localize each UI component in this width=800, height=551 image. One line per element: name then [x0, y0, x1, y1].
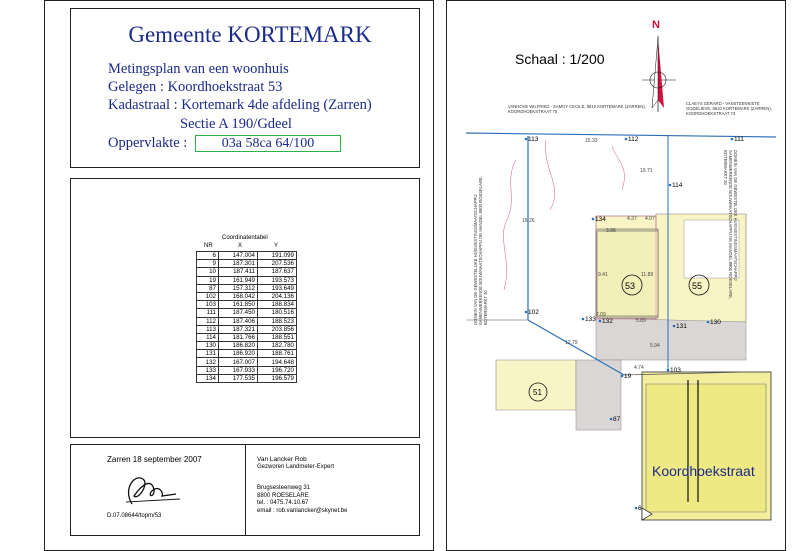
dimension-label: 4.37	[627, 216, 637, 222]
table-row	[197, 333, 297, 341]
table-row	[197, 350, 297, 358]
surveyor-title: Gezworen Landmeter-Expert	[257, 464, 335, 470]
table-row	[197, 325, 297, 333]
north-arrow	[642, 36, 676, 112]
table-cell: 147.004	[219, 252, 258, 260]
boundary-point-dot	[625, 138, 628, 141]
owner-top-right: CLAEYS GERARD - VANSTEENKISTE GODELIEVE, 8610 KORTEMARK (ZARREN), KOORDHOEKSTRAAT 73	[686, 101, 772, 116]
dimension-label: 15.26	[522, 218, 535, 224]
footer-divider	[245, 444, 246, 536]
north-label: N	[652, 19, 660, 31]
table-row	[197, 276, 297, 284]
table-cell: 10	[197, 268, 219, 276]
table-cell: 161.949	[219, 276, 258, 284]
table-cell: 9	[197, 260, 219, 268]
boundary-point-dot	[525, 138, 528, 141]
table-cell: 193.649	[258, 284, 297, 292]
coords-header-x: X	[238, 243, 243, 249]
table-cell: 157.312	[219, 284, 258, 292]
boundary-point-label: 87	[613, 416, 621, 423]
boundary-point-dot	[673, 325, 676, 328]
table-cell: 194.648	[258, 358, 297, 366]
table-cell: 187.406	[219, 317, 258, 325]
table-cell: 196.579	[258, 374, 297, 382]
table-cell: 131	[197, 350, 219, 358]
table-cell: 111	[197, 309, 219, 317]
location: Gelegen : Koordhoekstraat 53	[108, 79, 283, 95]
boundary-point-dot	[635, 507, 638, 510]
boundary-point-label: 130	[710, 319, 721, 326]
table-cell: 188.834	[258, 301, 297, 309]
dimension-label: 3.96	[606, 228, 616, 234]
table-cell: 6	[197, 252, 219, 260]
table-cell: 186.920	[219, 350, 258, 358]
dimension-label: 5.89	[636, 318, 646, 324]
page-title: Gemeente KORTEMARK	[128, 22, 372, 47]
table-row	[197, 358, 297, 366]
cadastral: Kadastraal : Kortemark 4de afdeling (Zarren)	[108, 97, 372, 113]
table-cell: 191.099	[258, 252, 297, 260]
table-row	[197, 292, 297, 300]
table-row	[197, 317, 297, 325]
table-cell: 167.933	[219, 366, 258, 374]
reference-number: D.07.08644/topm/53	[107, 513, 162, 519]
table-cell: 193.573	[258, 276, 297, 284]
table-cell: 196.720	[258, 366, 297, 374]
boundary-point-dot	[731, 138, 734, 141]
table-row	[197, 268, 297, 276]
table-cell: 102	[197, 292, 219, 300]
table-cell: 203.856	[258, 325, 297, 333]
table-cell: 187.321	[219, 325, 258, 333]
scale-label: Schaal : 1/200	[515, 51, 605, 67]
table-cell: 182.780	[258, 342, 297, 350]
table-cell: 181.766	[219, 333, 258, 341]
boundary-point-dot	[707, 321, 710, 324]
area-label: Oppervlakte :	[108, 135, 188, 151]
table-row	[197, 309, 297, 317]
parcel-55-label: 55	[692, 281, 703, 291]
boundary-point-label: 103	[670, 367, 681, 374]
table-cell: 134	[197, 374, 219, 382]
table-cell: 112	[197, 317, 219, 325]
table-row	[197, 252, 297, 260]
area-value: 03a 58ca 64/100	[195, 135, 341, 152]
place-date: Zarren 18 september 2007	[107, 455, 202, 464]
dimension-label: 2.09	[596, 312, 606, 318]
dimension-label: 11.89	[641, 272, 654, 278]
signature	[118, 466, 188, 508]
table-row	[197, 301, 297, 309]
table-row	[197, 374, 297, 382]
table-cell: 130	[197, 342, 219, 350]
boundary-point-dot	[592, 218, 595, 221]
coords-caption: Coordinatentabel	[222, 235, 268, 241]
owner-left: DOMEIN VAN DE GEWESTELIJKE HUISVESTINGSMAATSCHAPPIJ SAMENWERKENDE BOUWMAATSCHAPPIJ DE MANDEL 8800 ROESELARE, BOTERMARKT 30	[473, 176, 488, 325]
table-row	[197, 342, 297, 350]
dimension-label: 15.33	[585, 138, 598, 144]
boundary-point-dot	[667, 369, 670, 372]
boundary-point-label: 113	[528, 136, 539, 143]
dimension-label: 4.07	[645, 216, 655, 222]
table-cell: 186.820	[219, 342, 258, 350]
owner-top-left: VANHOVE WILFRIED - SAMOY CECILE, 8610 KORTEMARK (ZARREN), KOORDHOEKSTRAAT 75	[508, 104, 646, 114]
boundary-point-label: 6	[638, 505, 642, 512]
boundary-point-label: 19	[624, 373, 632, 380]
dimension-label: 5.94	[650, 343, 660, 349]
surveyor-address: Brugsesteenweg 31	[257, 485, 311, 491]
koordhoek-inner	[646, 384, 766, 512]
table-cell: 161.850	[219, 301, 258, 309]
grey-strip-bottom	[596, 318, 746, 360]
table-cell: 180.516	[258, 309, 297, 317]
table-cell: 114	[197, 333, 219, 341]
dimension-label: 9.41	[598, 272, 608, 278]
street-name: Koordhoekstraat	[652, 463, 755, 479]
table-cell: 132	[197, 358, 219, 366]
dimension-label: 12.79	[565, 340, 578, 346]
table-cell: 19	[197, 276, 219, 284]
table-cell: 113	[197, 325, 219, 333]
table-cell: 103	[197, 301, 219, 309]
boundary-point-dot	[621, 375, 624, 378]
boundary-point-label: 133	[585, 316, 596, 323]
surveyor-tel: tel. : 0475.74.10.67	[257, 500, 309, 506]
owner-right: DOMEIN VAN DE GEWESTELIJKE HUISVESTINGSMAATSCHAPPIJ SAMENWERKENDE BOUWMAATSCHAPPIJ DE MANDEL 8800 ROESELARE, BOTERMARKT 30	[723, 150, 738, 299]
table-cell: 204.136	[258, 292, 297, 300]
table-cell: 188.761	[258, 350, 297, 358]
table-cell: 207.536	[258, 260, 297, 268]
table-cell: 177.535	[219, 374, 258, 382]
parcel-51-label: 51	[533, 388, 542, 397]
coords-header-nr: NR	[204, 243, 213, 249]
table-cell: 187.411	[219, 268, 258, 276]
boundary-point-label: 134	[595, 216, 606, 223]
dimension-label: 19.71	[640, 168, 653, 174]
parcel-51-area	[496, 360, 576, 410]
table-cell: 133	[197, 366, 219, 374]
table-cell: 187.637	[258, 268, 297, 276]
plan-type: Metingsplan van een woonhuis	[108, 61, 289, 77]
boundary-point-dot	[610, 418, 613, 421]
table-cell: 167.007	[219, 358, 258, 366]
table-cell: 188.523	[258, 317, 297, 325]
table-cell: 187.301	[219, 260, 258, 268]
boundary-point-label: 132	[602, 318, 613, 325]
table-cell: 87	[197, 284, 219, 292]
table-cell: 188.551	[258, 333, 297, 341]
coords-header-y: Y	[274, 243, 279, 249]
table-cell: 187.450	[219, 309, 258, 317]
table-cell: 168.042	[219, 292, 258, 300]
surveyor-city: 8800 ROESELARE	[257, 493, 309, 499]
boundary-point-label: 111	[734, 136, 744, 143]
boundary-point-label: 102	[528, 309, 539, 316]
dimension-label: 4.74	[634, 365, 644, 371]
parcel-53-label: 53	[625, 281, 636, 291]
surveyor-email: email : rob.vanlancker@skynet.be	[257, 508, 348, 514]
coords-table	[196, 251, 297, 383]
boundary-point-dot	[669, 184, 672, 187]
table-row	[197, 284, 297, 292]
surveyor-name: Van Lancker Rob	[257, 456, 307, 463]
boundary-point-label: 114	[672, 182, 683, 189]
table-row	[197, 260, 297, 268]
boundary-point-dot	[582, 318, 585, 321]
boundary-point-dot	[525, 311, 528, 314]
boundary-point-label: 131	[676, 323, 687, 330]
table-row	[197, 366, 297, 374]
section: Sectie A 190/Gdeel	[180, 116, 292, 132]
boundary-point-label: 112	[628, 136, 639, 143]
boundary-point-dot	[599, 320, 602, 323]
